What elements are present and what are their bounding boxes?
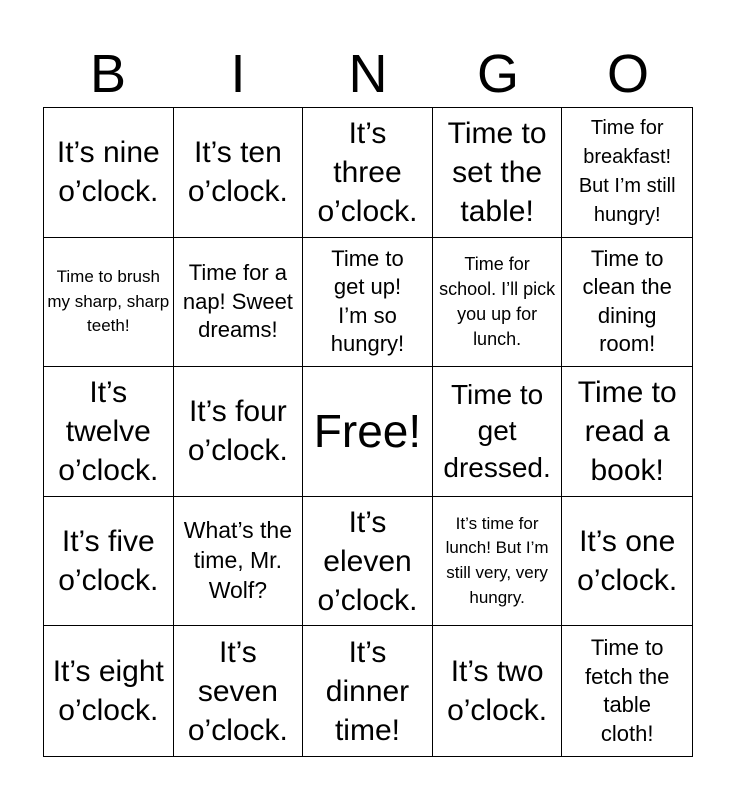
- cell-text: Time for school. I’ll pick you up for lunch.: [439, 253, 556, 350]
- bingo-cell[interactable]: [303, 497, 433, 627]
- bingo-cell[interactable]: [174, 626, 304, 756]
- cell-text: It’s nine o’clock.: [56, 136, 160, 209]
- bingo-cell[interactable]: [44, 497, 174, 627]
- bingo-cell[interactable]: [303, 108, 433, 238]
- cell-text: It’s eleven o’clock.: [317, 505, 418, 617]
- cell-text: It’s twelve o’clock.: [58, 375, 159, 487]
- cell-text: It’s four o’clock.: [187, 395, 288, 468]
- cell-text: It’s one o’clock.: [577, 525, 678, 598]
- bingo-cell[interactable]: [174, 497, 304, 627]
- free-space: Free!: [313, 405, 422, 458]
- bingo-cell[interactable]: [44, 626, 174, 756]
- cell-text: It’s two o’clock.: [447, 655, 548, 728]
- bingo-cell[interactable]: [303, 238, 433, 368]
- bingo-cell[interactable]: [303, 626, 433, 756]
- bingo-board: [43, 107, 693, 757]
- header-letter-n: N: [348, 44, 388, 104]
- cell-text: Time to read a book!: [577, 375, 677, 487]
- bingo-header: [43, 38, 693, 108]
- bingo-cell[interactable]: [303, 367, 433, 497]
- bingo-cell[interactable]: [562, 238, 692, 368]
- bingo-cell[interactable]: [44, 238, 174, 368]
- cell-text: It’s ten o’clock.: [187, 136, 288, 209]
- cell-text: Time to fetch the table cloth!: [584, 635, 670, 746]
- bingo-cell[interactable]: [433, 367, 563, 497]
- header-letter-g: G: [476, 44, 519, 104]
- bingo-cell[interactable]: [174, 108, 304, 238]
- cell-text: It’s five o’clock.: [58, 525, 159, 598]
- bingo-cell[interactable]: [562, 108, 692, 238]
- bingo-cell[interactable]: [433, 497, 563, 627]
- cell-text: Time for breakfast! But I’m still hungry!: [578, 117, 676, 227]
- cell-text: Time to set the table!: [447, 116, 547, 228]
- bingo-cell[interactable]: [174, 367, 304, 497]
- bingo-cell[interactable]: [562, 367, 692, 497]
- cell-text: Time to brush my sharp, sharp teeth!: [47, 266, 170, 336]
- cell-text: Time for a nap! Sweet dreams!: [182, 260, 293, 343]
- header-letter-i: I: [230, 44, 246, 104]
- bingo-cell[interactable]: [44, 367, 174, 497]
- bingo-cell[interactable]: [562, 497, 692, 627]
- bingo-cell[interactable]: [44, 108, 174, 238]
- bingo-cell[interactable]: [174, 238, 304, 368]
- cell-text: It’s seven o’clock.: [187, 635, 288, 747]
- cell-text: Time to get up! I’m so hungry!: [330, 245, 405, 357]
- bingo-cell[interactable]: [433, 626, 563, 756]
- cell-text: It’s dinner time!: [325, 635, 410, 747]
- header-letter-b: B: [89, 44, 127, 104]
- header-letter-o: O: [606, 44, 649, 104]
- bingo-cell[interactable]: [433, 238, 563, 368]
- cell-text: Time to get dressed.: [443, 378, 551, 483]
- cell-text: It’s eight o’clock.: [52, 655, 164, 728]
- cell-text: Time to clean the dining room!: [582, 245, 672, 357]
- cell-text: It’s three o’clock.: [317, 116, 418, 228]
- cell-text: What’s the time, Mr. Wolf?: [183, 517, 293, 604]
- bingo-cell[interactable]: [562, 626, 692, 756]
- bingo-cell[interactable]: [433, 108, 563, 238]
- cell-text: It’s time for lunch! But I’m still very, very hungry.: [445, 513, 549, 607]
